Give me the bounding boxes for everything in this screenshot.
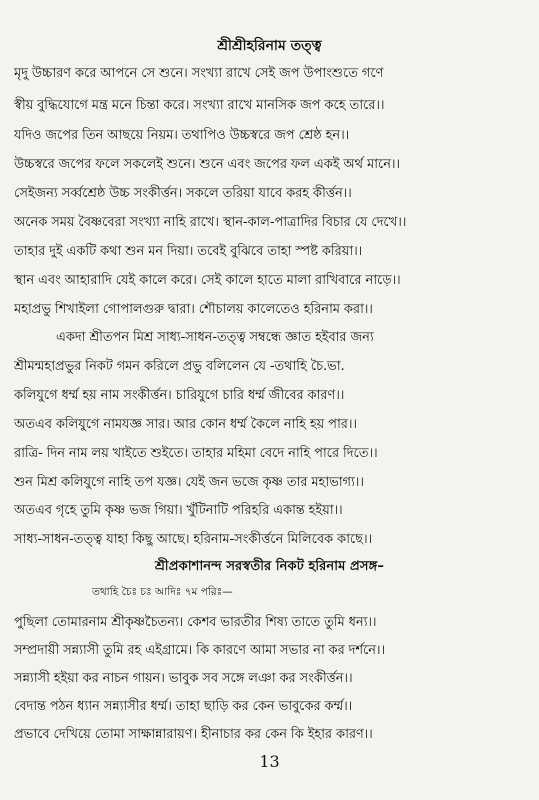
verse-line: স্বীয় বুদ্ধিযোগে মন্ত্র মনে চিন্তা করে। সংখ্যা রাখে মানসিক জপ কহে তারে।। xyxy=(14,98,385,113)
page-number: 13 xyxy=(259,752,280,771)
verse-line: সম্প্রদায়ী সন্ন্যাসী তুমি রহ এইগ্রামে। কি কারণে আমা সভার না কর দর্শনে।। xyxy=(14,643,385,658)
prose-line: একদা শ্রীতপন মিশ্র সাধ্য-সাধন-তত্ত্ব সম্বন্ধে জ্ঞাত হইবার জন্য xyxy=(56,330,374,345)
verse-line: কলিযুগে ধর্ম্ম হয় নাম সংকীর্ত্তন। চারিযুগে চারি ধর্ম্ম জীবের কারণ।। xyxy=(14,388,345,403)
page-title: শ্রীশ্রীহরিনাম তত্ত্ব xyxy=(217,38,322,54)
verse-line: যদিও জপের তিন আছয়ে নিয়ম। তথাপিও উচ্চস্বরে জপ শ্রেষ্ঠ হন।। xyxy=(14,128,350,143)
verse-line: পুছিলা তোমারনাম শ্রীকৃষ্ণচৈতন্য। কেশব ভারতীর শিষ্য তাতে তুমি ধন্য।। xyxy=(14,615,377,630)
verse-line: মৃদু উচ্চারণ করে আপনে সে শুনে। সংখ্যা রাখে সেই জপ উপাংশুতে গণে xyxy=(14,66,384,81)
verse-line: সেইজন্য সর্ব্বশ্রেষ্ঠ উচ্চ সংকীর্ত্তন। সকলে তরিয়া যাবে করহ কীর্ত্তন।। xyxy=(14,186,352,201)
verse-line: অনেক সময় বৈষ্ণবেরা সংখ্যা নাহি রাখে। স্থান-কাল-পাত্রাদির বিচার যে দেখে।। xyxy=(14,215,407,230)
verse-line: অতএব কলিযুগে নামযজ্ঞ সার। আর কোন ধর্ম্ম কৈলে নাহি হয় পার।। xyxy=(14,417,357,432)
verse-line: স্থান এবং আহারাদি যেই কালে করে। সেই কালে হাতে মালা রাখিবারে নাড়ে।। xyxy=(14,273,401,288)
verse-line: রাত্রি- দিন নাম লয় খাইতে শুইতে। তাহার মহিমা বেদে নাহি পারে দিতে।। xyxy=(14,446,378,461)
prose-line: শ্রীমন্মহাপ্রভুর নিকট গমন করিলে প্রভু বলিলেন যে -তথাহি চৈ.ভা. xyxy=(14,359,345,374)
verse-line: তাহার দুই একটি কথা শুন মন দিয়া। তবেই বুঝিবে তাহা স্পষ্ট করিয়া।। xyxy=(14,244,363,259)
verse-line: শুন মিশ্র কলিযুগে নাহি তপ যজ্ঞ। যেই জন ভজে কৃষ্ণ তার মহাভাগ্য।। xyxy=(14,475,364,490)
verse-line: সাধ্য-সাধন-তত্ত্ব যাহা কিছু আছে। হরিনাম-সংকীর্ত্তনে মিলিবেক কাছে।। xyxy=(14,532,372,547)
verse-line: অতএব গৃহে তুমি কৃষ্ণ ভজ গিয়া। খুঁটিনাটি পরিহরি একান্ত হইয়া।। xyxy=(14,503,343,518)
verse-line: সন্ন্যাসী হইয়া কর নাচন গায়ন। ভাবুক সব সঙ্গে লঞা কর সংকীর্ত্তন।। xyxy=(14,671,353,686)
verse-line: প্রভাবে দেখিয়ে তোমা সাক্ষান্নারায়ণ। হীনাচার কর কেন কি ইহার কারণ।। xyxy=(14,727,373,742)
verse-line: বেদান্ত পঠন ধ্যান সন্ন্যাসীর ধর্ম্ম। তাহা ছাড়ি কর কেন ভাবুকের কর্ম্ম।। xyxy=(14,699,353,714)
verse-line: মহাপ্রভু শিখাইলা গোপালগুরু দ্বারা। শৌচালয় কালেতেও হরিনাম করা।। xyxy=(14,302,373,317)
verse-line: উচ্চস্বরে জপের ফলে সকলেই শুনে। শুনে এবং জপের ফল একই অর্থ মানে।। xyxy=(14,157,400,172)
reference-label: তথাহি চৈঃ চঃ আদিঃ ৭ম পরিঃ— xyxy=(92,586,233,598)
section-heading: শ্রীপ্রকাশানন্দ সরস্বতীর নিকট হরিনাম প্রসঙ্গ– xyxy=(155,559,384,574)
